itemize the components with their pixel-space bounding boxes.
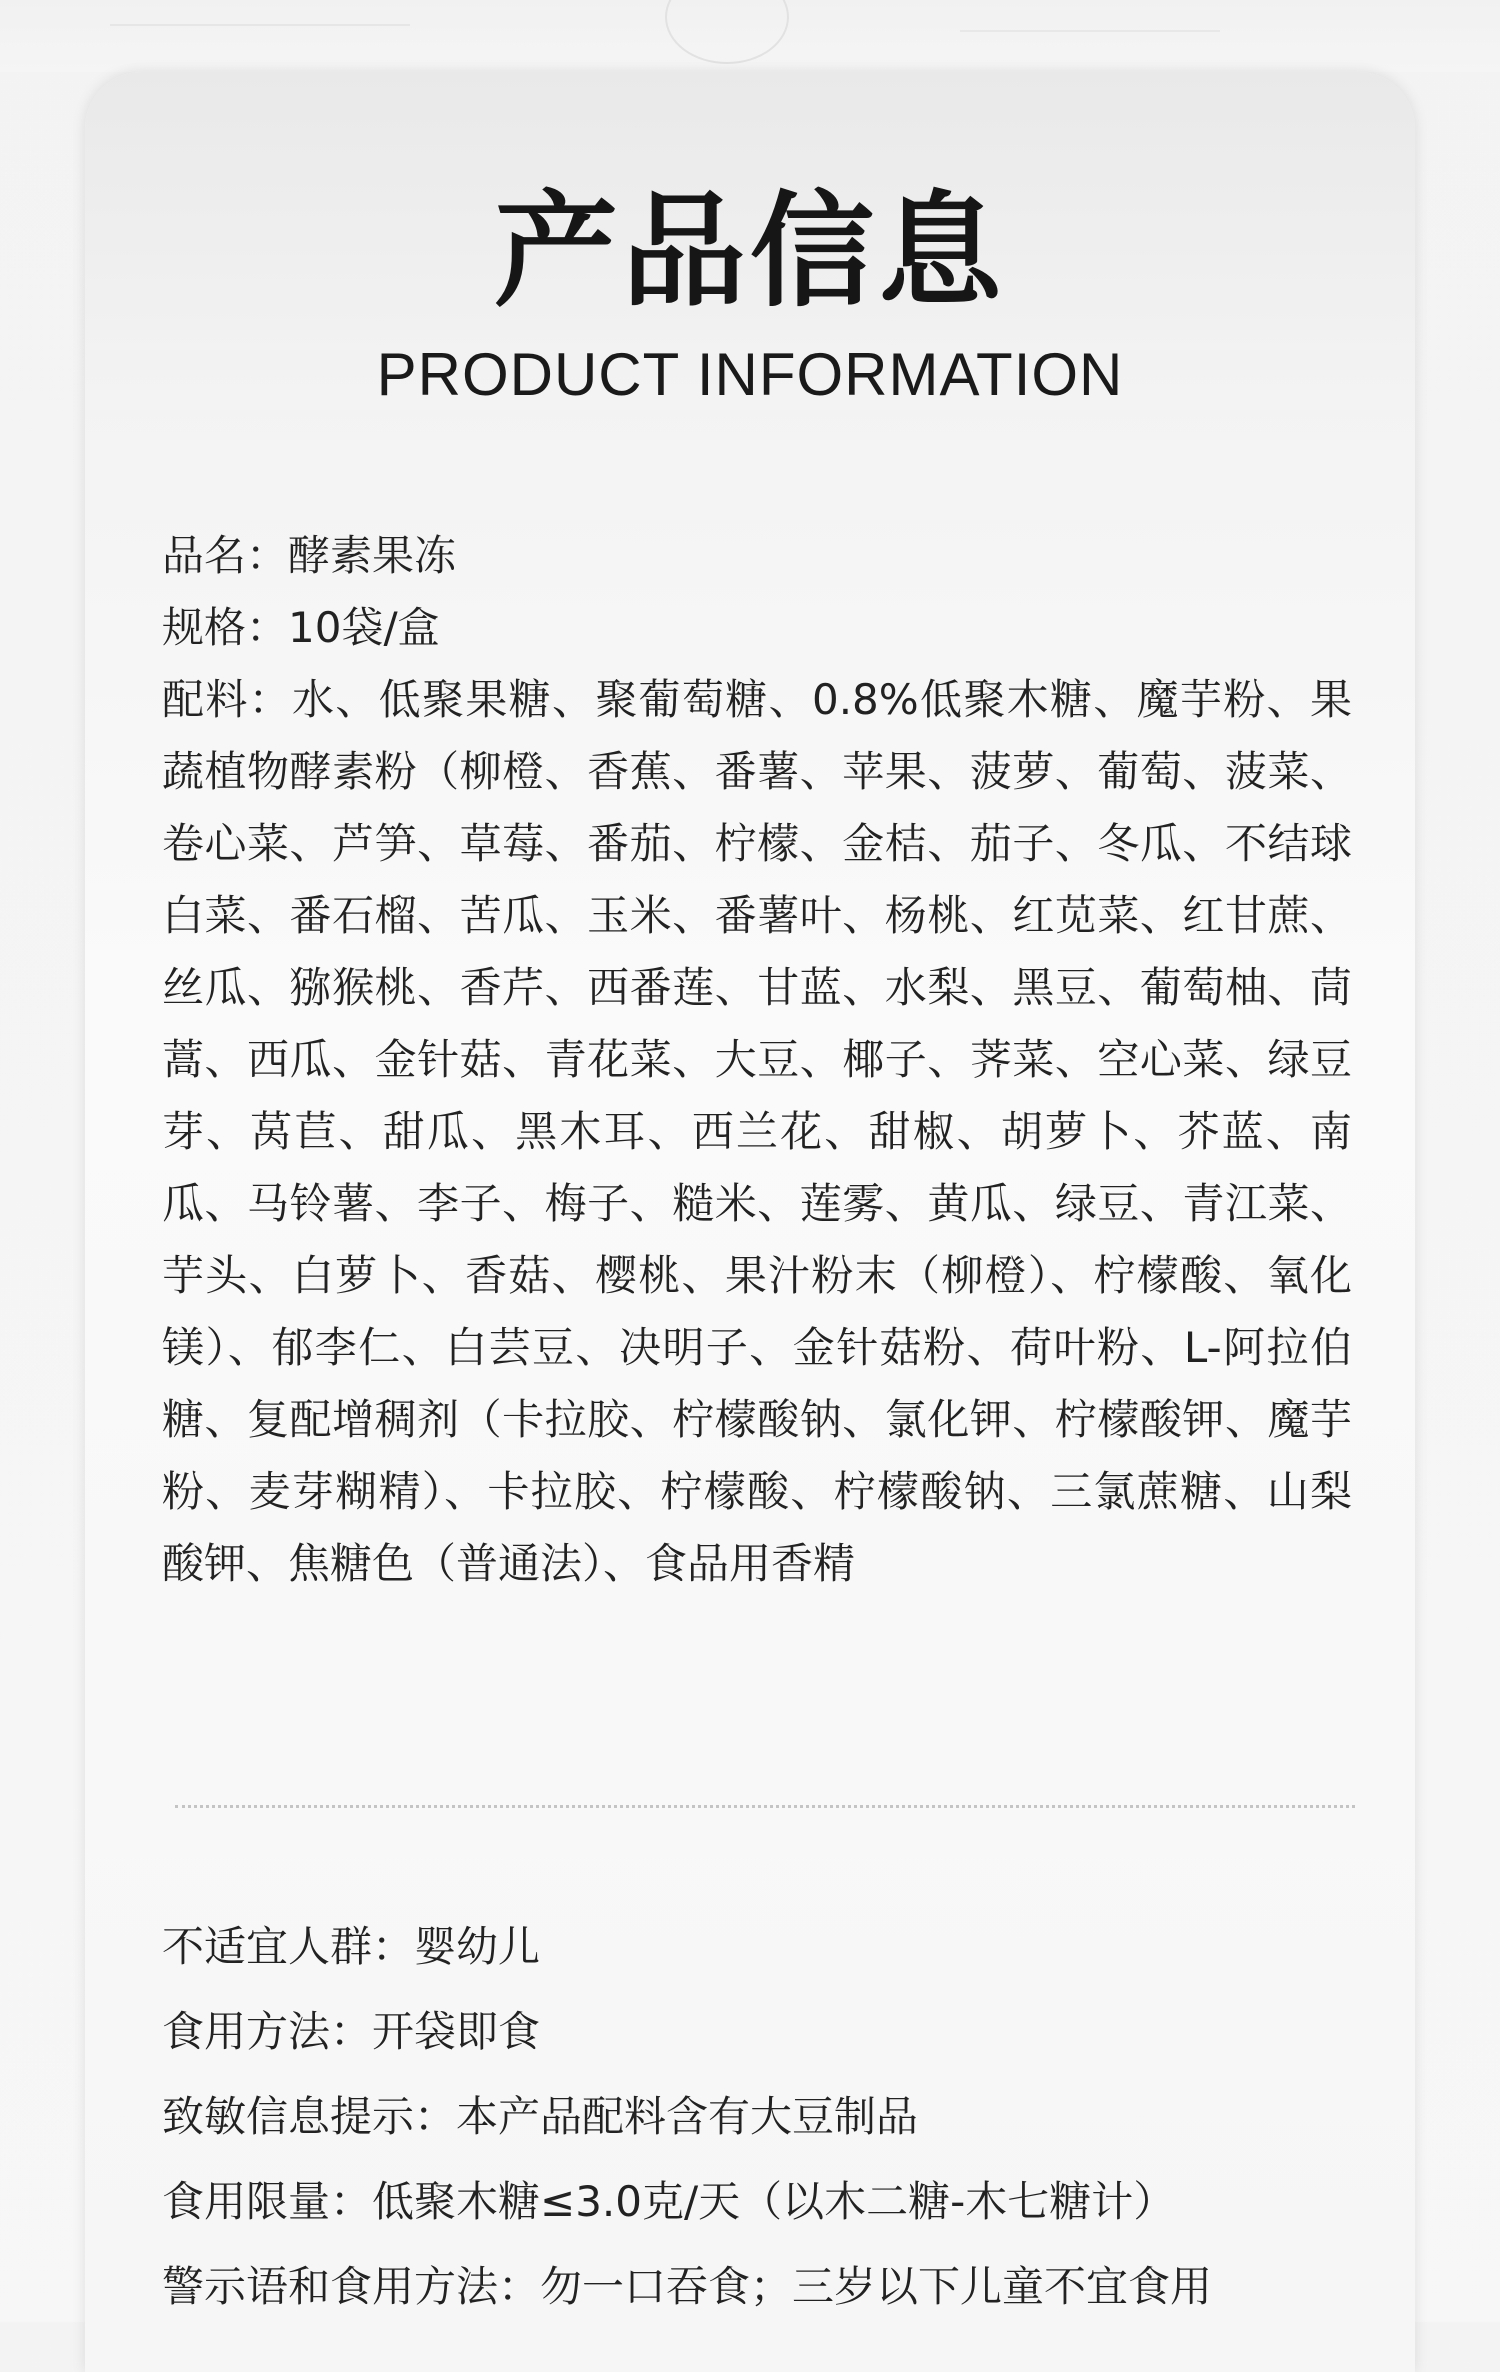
limit-value: 低聚木糖≤3.0克/天（以木二糖-木七糖计） xyxy=(372,2177,1176,2226)
seal-stamp-icon xyxy=(665,0,789,64)
page-subtitle: PRODUCT INFORMATION xyxy=(376,341,1124,408)
allergen-label: 致敏信息提示： xyxy=(162,2092,457,2141)
product-name-row xyxy=(162,520,1352,592)
faint-line xyxy=(960,30,1220,32)
allergen-value: 本产品配料含有大豆制品 xyxy=(456,2092,919,2141)
spec-value: 10袋/盒 xyxy=(288,603,440,652)
product-details xyxy=(162,520,1352,1600)
usage-label: 食用方法： xyxy=(162,2007,373,2056)
product-name-label: 品名： xyxy=(162,531,289,580)
limit-label: 食用限量： xyxy=(162,2177,373,2226)
unsuitable-row xyxy=(162,1904,1352,1989)
unsuitable-value: 婴幼儿 xyxy=(414,1922,541,1971)
product-name-value: 酵素果冻 xyxy=(288,531,457,580)
ingredients-row xyxy=(162,664,1352,1600)
spec-row xyxy=(162,592,1352,664)
warning-label: 警示语和食用方法： xyxy=(162,2262,541,2311)
usage-row xyxy=(162,1989,1352,2074)
warning-value: 勿一口吞食；三岁以下儿童不宜食用 xyxy=(540,2262,1213,2311)
consumption-notes xyxy=(162,1904,1352,2329)
spec-label: 规格： xyxy=(162,603,289,652)
ingredients-value: 水、低聚果糖、聚葡萄糖、0.8%低聚木糖、魔芋粉、果蔬植物酵素粉（柳橙、香蕉、番薯、苹果、菠萝、葡萄、菠菜、卷心菜、芦笋、草莓、番茄、柠檬、金桔、茄子、冬瓜、不结球白菜、番石榴、苦瓜、玉米、番薯叶、杨桃、红苋菜、红甘蔗、丝瓜、猕猴桃、香芹、西番莲、甘蓝、水梨、黑豆、葡萄柚、茼蒿、西瓜、金针菇、青花菜、大豆、椰子、荠菜、空心菜、绿豆芽、莴苣、甜瓜、黑木耳、西兰花、甜椒、胡萝卜、芥蓝、南瓜、马铃薯、李子、梅子、糙米、莲雾、黄瓜、绿豆、青江菜、芋头、白萝卜、香菇、樱桃、果汁粉末（柳橙）、柠檬酸、氧化镁）、郁李仁、白芸豆、决明子、金针菇粉、荷叶粉、L-阿拉伯糖、复配增稠剂（卡拉胶、柠檬酸钠、氯化钾、柠檬酸钾、魔芋粉、麦芽糊精）、卡拉胶、柠檬酸、柠檬酸钠、三氯蔗糖、山梨酸钾、焦糖色（普通法）、食品用香精 xyxy=(162,675,1352,1588)
usage-value: 开袋即食 xyxy=(372,2007,541,2056)
unsuitable-label: 不适宜人群： xyxy=(162,1922,415,1971)
faint-line xyxy=(110,24,410,26)
warning-row xyxy=(162,2244,1352,2329)
ingredients-label: 配料： xyxy=(162,675,292,724)
limit-row xyxy=(162,2159,1352,2244)
allergen-row xyxy=(162,2074,1352,2159)
previous-section-strip xyxy=(0,0,1500,72)
page-title: 产品信息 xyxy=(493,180,1006,324)
dotted-divider xyxy=(175,1805,1355,1808)
